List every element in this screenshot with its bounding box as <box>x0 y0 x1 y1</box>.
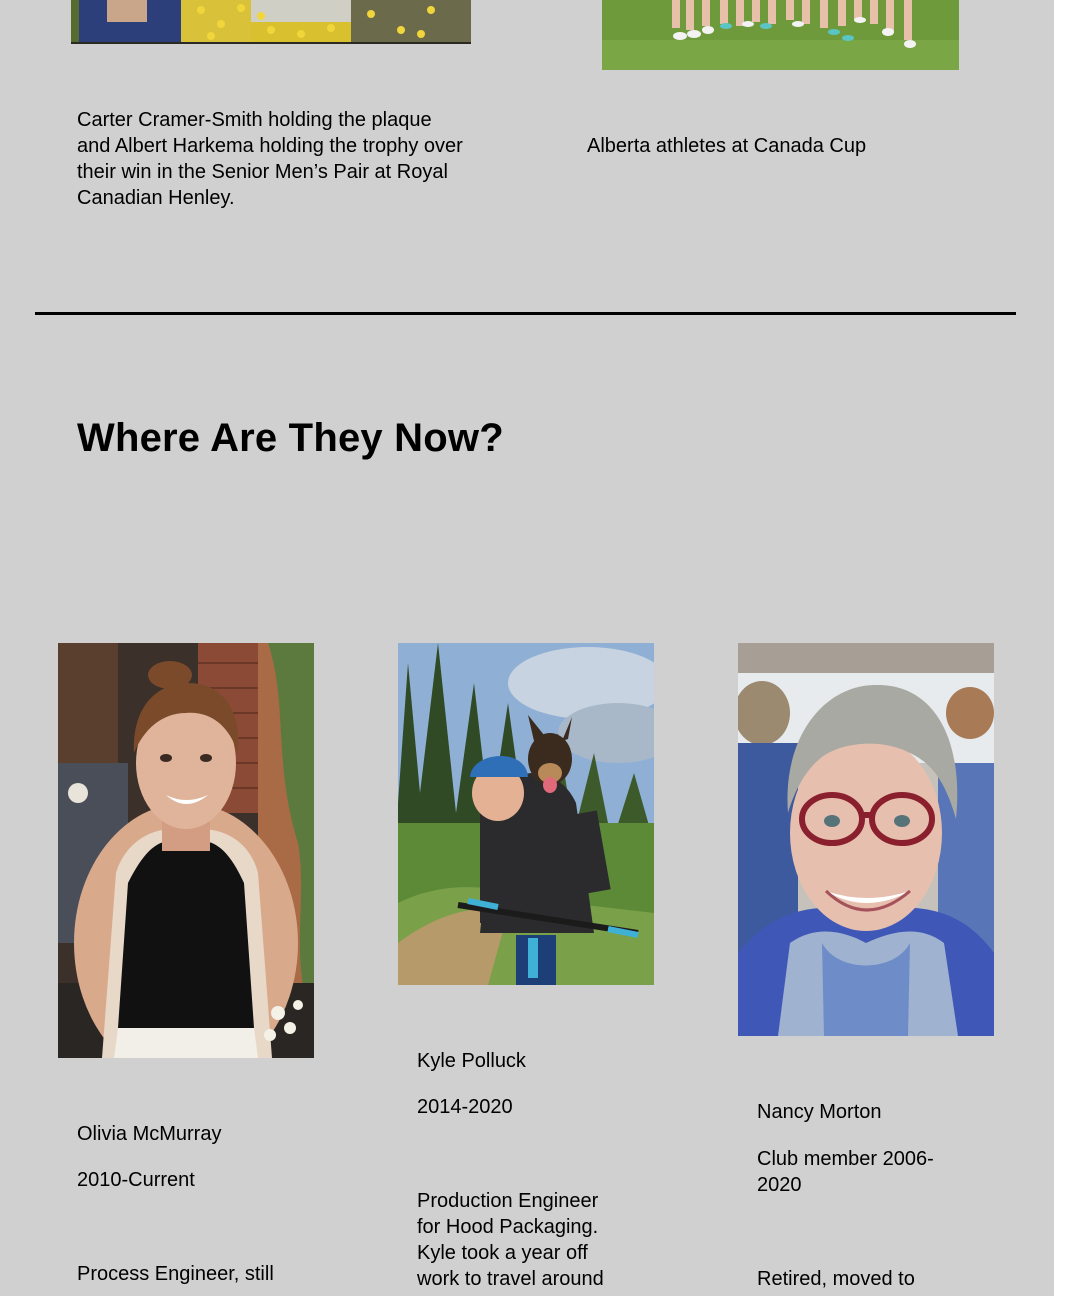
alumni-bio-nancy: Retired, moved to <box>757 1268 915 1290</box>
alumni-bio-olivia: Process Engineer, still <box>77 1263 274 1285</box>
section-divider <box>35 312 1016 315</box>
alumni-name-nancy: Nancy Morton <box>757 1101 882 1123</box>
canada-cup-caption: Alberta athletes at Canada Cup <box>587 135 867 157</box>
kyle-photo <box>398 643 654 985</box>
alumni-years-kyle: 2014-2020 <box>417 1096 513 1118</box>
alumni-name-kyle: Kyle Polluck <box>417 1050 526 1072</box>
canada-cup-photo <box>602 0 959 70</box>
alumni-name-olivia: Olivia McMurray <box>77 1123 222 1145</box>
nancy-photo <box>738 643 994 1036</box>
henley-award-photo <box>71 0 471 44</box>
alumni-years-olivia: 2010-Current <box>77 1169 195 1191</box>
alumni-years-nancy: Club member 2006-2020 <box>757 1148 934 1196</box>
olivia-photo <box>58 643 314 1058</box>
where-are-they-now-heading: Where Are They Now? <box>77 416 504 460</box>
henley-photo-caption: Carter Cramer-Smith holding the plaque and Albert Harkema holding the trophy over their win in the Senior Men’s Pair at Royal Canadian Henley. <box>77 109 463 209</box>
alumni-bio-kyle: Production Engineer for Hood Packaging. Kyle took a year off work to travel around <box>417 1190 604 1290</box>
